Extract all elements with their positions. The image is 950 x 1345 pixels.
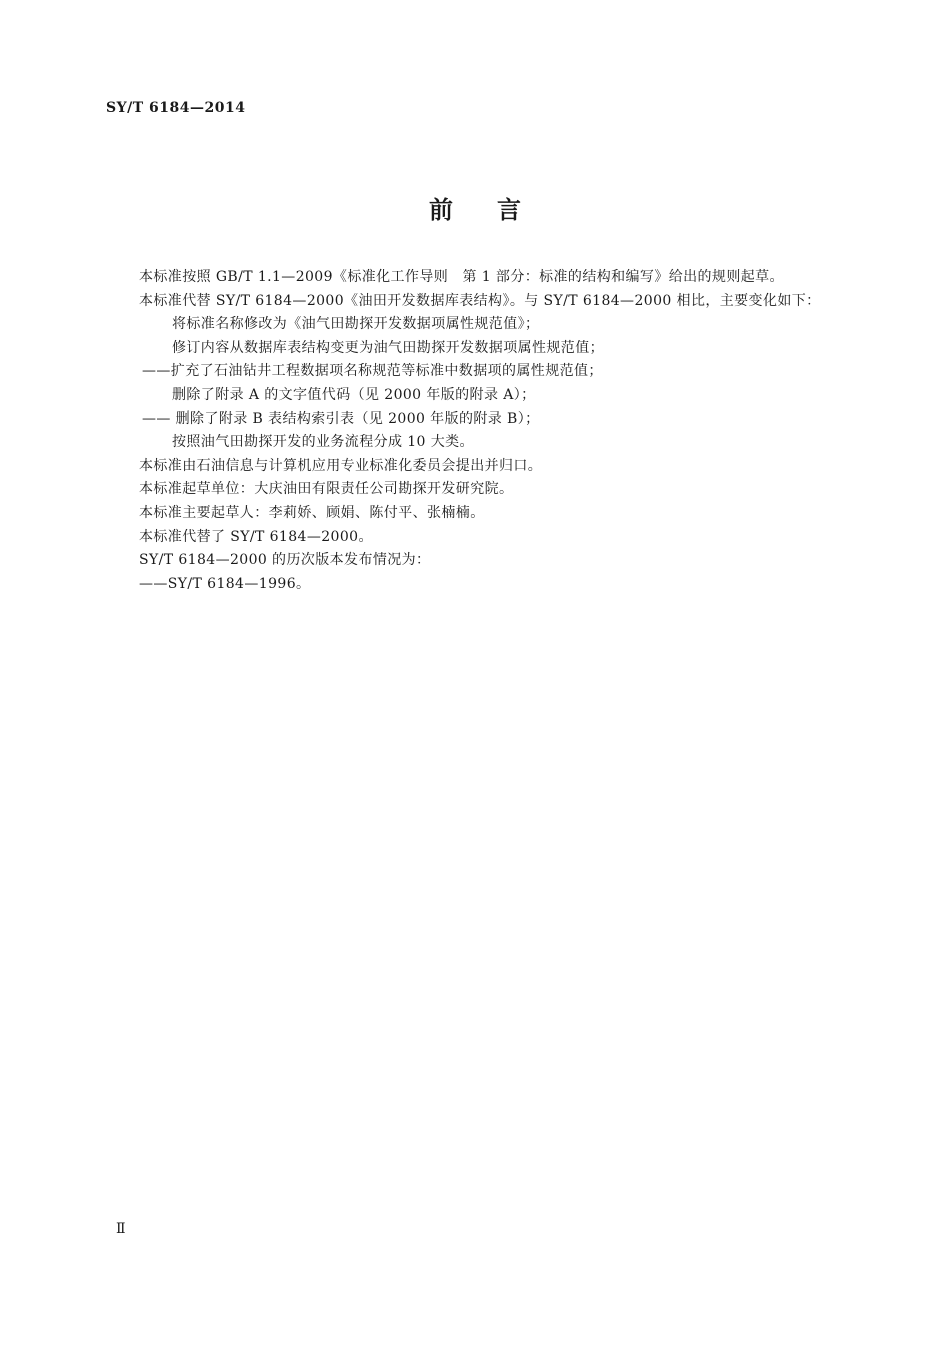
- change-item-expand-attributes: ——扩充了石油钻井工程数据项名称规范等标准中数据项的属性规范值；: [142, 363, 603, 380]
- paragraph-replaces-standard: 本标准代替 SY/T 6184—2000《油田开发数据库表结构》。与 SY/T 6184—2000 相比，主要变化如下：: [139, 292, 821, 309]
- paragraph-replaced: 本标准代替了 SY/T 6184—2000。: [139, 528, 373, 545]
- paragraph-version-history: SY/T 6184—2000 的历次版本发布情况为：: [139, 552, 431, 569]
- change-item-categories: 按照油气田勘探开发的业务流程分成 10 大类。: [172, 434, 474, 451]
- page-title: 前言: [429, 195, 565, 224]
- paragraph-drafters: 本标准主要起草人：李莉娇、顾娟、陈付平、张楠楠。: [139, 504, 485, 521]
- standard-code-header: SY/T 6184—2014: [106, 100, 246, 116]
- paragraph-proposer: 本标准由石油信息与计算机应用专业标准化委员会提出并归口。: [139, 457, 543, 474]
- change-item-delete-appendix-a: 删除了附录 A 的文字值代码（见 2000 年版的附录 A）；: [172, 386, 536, 403]
- paragraph-drafting-unit: 本标准起草单位：大庆油田有限责任公司勘探开发研究院。: [139, 481, 514, 498]
- foreword-body: [108, 266, 844, 596]
- version-history-item: ——SY/T 6184—1996。: [139, 575, 311, 592]
- change-item-content-revision: 修订内容从数据库表结构变更为油气田勘探开发数据项属性规范值；: [172, 339, 604, 356]
- paragraph-drafting-rules: 本标准按照 GB/T 1.1—2009《标准化工作导则 第 1 部分：标准的结构和编写》给出的规则起草。: [139, 269, 784, 285]
- change-item-delete-appendix-b: —— 删除了附录 B 表结构索引表（见 2000 年版的附录 B）；: [142, 410, 540, 427]
- change-item-rename: 将标准名称修改为《油气田勘探开发数据项属性规范值》；: [172, 316, 540, 333]
- page-number: Ⅱ: [116, 1221, 126, 1237]
